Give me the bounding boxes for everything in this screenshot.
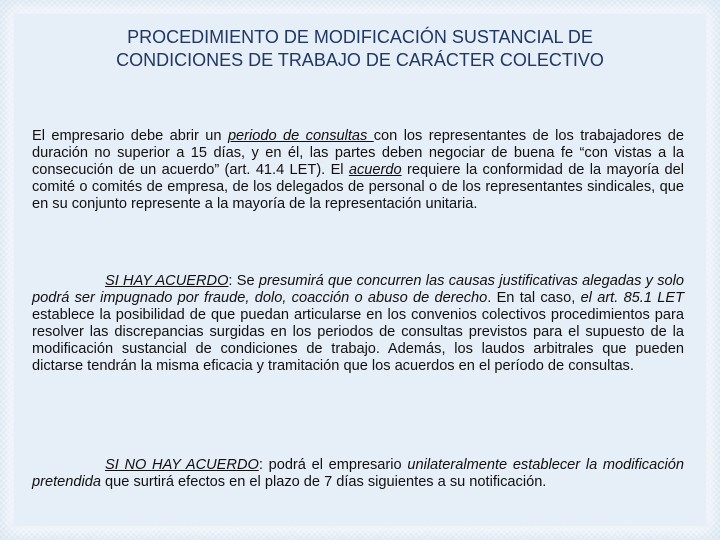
title-line-2: CONDICIONES DE TRABAJO DE CARÁCTER COLECTIVO — [116, 50, 604, 71]
p2-presumption-text: presumirá que concurren las causas justificativas alegadas y solo podrá ser impugnado por fraude, dolo, coacción o abuso de derecho — [32, 273, 685, 306]
periodo-de-consultas-term: periodo de consultas — [227, 128, 374, 144]
art-85-1-reference: el art. 85.1 LET — [580, 289, 685, 306]
p3-text-4: que surtirá efectos en el plazo de 7 días siguientes a su notificación. — [100, 473, 547, 490]
p2-text-4: . En tal caso, — [487, 289, 581, 306]
paragraph-periodo-consultas — [32, 128, 684, 213]
slide-title — [60, 26, 660, 73]
p1-text-3: con los representantes de los trabajadores de duración no superior a 15 días, y en él, las partes deben negociar de buena fe “con vistas a la consecución de un acuerdo” (art. 41.4 LET). El — [32, 128, 685, 178]
p3-unilateral-text: unilateralmente establecer la modificación pretendida — [32, 457, 684, 490]
p1-text-1: El empresario debe abrir un — [32, 128, 228, 144]
paragraph-si-no-hay-acuerdo — [32, 457, 684, 491]
p1-text-5: requiere la conformidad de la mayoría del comité o comités de empresa, de los delegados de personal o de los representantes sindicales, que en su conjunto represente a la mayoría de la representación unitaria. — [32, 161, 684, 212]
slide-panel — [14, 14, 706, 526]
p2-text-6: establece la posibilidad de que puedan articularse en los convenios colectivos procedimientos para resolver las discrepancias surgidas en los periodos de consultas previstos para el supuesto de la modificación sustancial de condiciones de trabajo. Además, los laudos arbitrales que pueden dictarse tendrán la misma eficacia y tramitación que los acuerdos en el período de consultas. — [32, 306, 684, 374]
si-no-hay-acuerdo-heading: SI NO HAY ACUERDO — [105, 457, 259, 473]
acuerdo-term: acuerdo — [348, 161, 402, 178]
p2-text-2: : Se — [228, 273, 259, 289]
si-hay-acuerdo-heading: SI HAY ACUERDO — [105, 273, 229, 289]
paragraph-si-hay-acuerdo — [32, 273, 684, 375]
p3-text-2: : podrá el empresario — [258, 457, 408, 473]
title-line-1: PROCEDIMIENTO DE MODIFICACIÓN SUSTANCIAL DE — [127, 27, 593, 47]
